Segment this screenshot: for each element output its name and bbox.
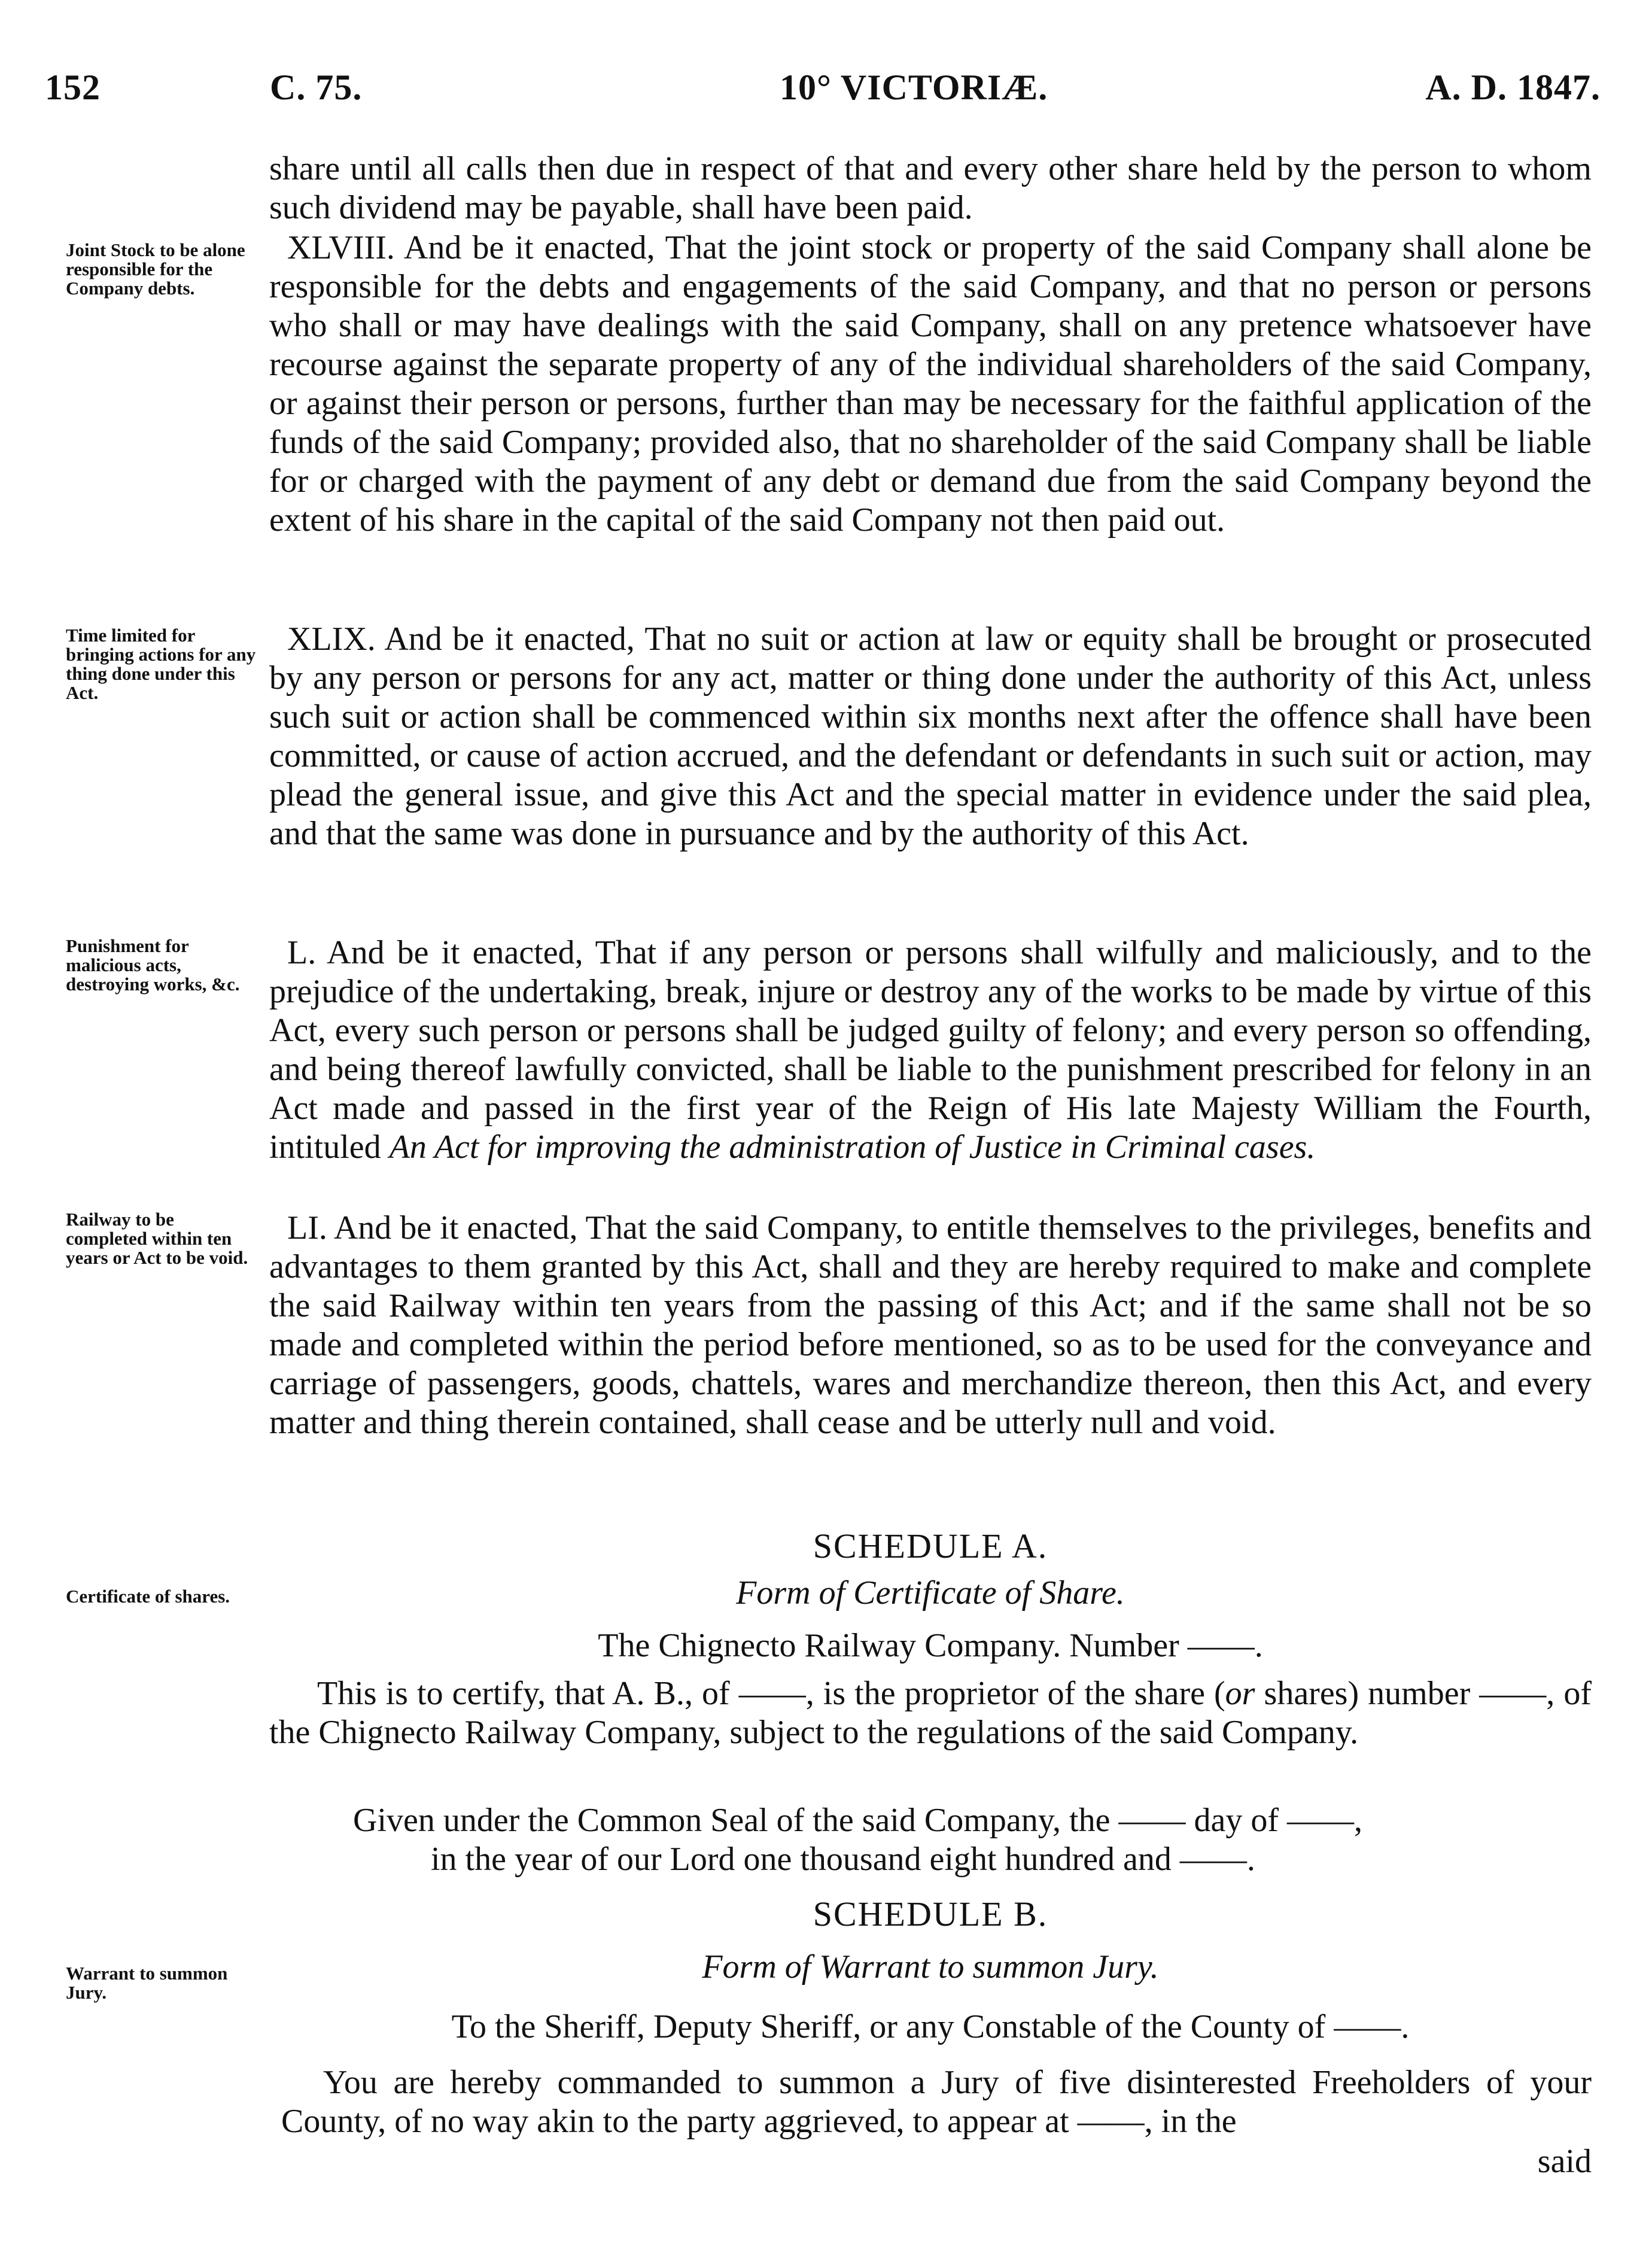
schedule-b-title: SCHEDULE B. <box>813 1895 1048 1933</box>
schedule-b-address: To the Sheriff, Deputy Sheriff, or any Constable of the County of ——. <box>451 2008 1410 2045</box>
chapter-number: C. 75. <box>270 68 363 107</box>
section-48 <box>269 229 1592 540</box>
section-number: XLIX. <box>287 621 376 658</box>
schedule-a-given-line-1: Given under the Common Seal of the said Company, the —— day of ——, <box>353 1802 1362 1839</box>
act-year: A. D. 1847. <box>1425 68 1601 107</box>
marginal-note-railway-completion: Railway to be completed within ten years or Act to be void. <box>66 1209 248 1268</box>
cited-act-title: An Act for improving the administration of Justice in Criminal cases. <box>389 1129 1316 1166</box>
section-text: And be it enacted, That the said Company, to entitle themselves to the privileges, benefits and advantages to them granted by this Act, shall and they are hereby required to make and complete the said Railway within ten years from the passing of this Act; and if the same shall not be so made and completed within the period before mentioned, so as to be used for the conveyance and carriage of passengers, goods, chattels, wares and merchandize thereon, then this Act, and every matter and thing therein contained, shall cease and be utterly null and void. <box>269 1209 1592 1441</box>
marginal-note-warrant: Warrant to summon Jury. <box>66 1963 228 2003</box>
section-50 <box>269 934 1592 1167</box>
schedule-a-subtitle: Form of Certificate of Share. <box>736 1574 1125 1611</box>
schedule-a-certify <box>269 1674 1592 1752</box>
marginal-note-joint-stock: Joint Stock to be alone responsible for the Company debts. <box>66 239 245 299</box>
section-text: And be it enacted, That the joint stock or property of the said Company shall alone be responsible for the debts and engagements of the said Company, and that no person or persons who shall or may have dealings with the said Company, shall on any pretence whatsoever have recourse against the separate property of any of the individual shareholders of the said Company, or against their person or persons, further than may be necessary for the faithful application of the funds of the said Company; provided also, that no shareholder of the said Company shall be liable for or charged with the payment of any debt or demand due from the said Company beyond the extent of his share in the capital of the said Company not then paid out. <box>269 229 1592 539</box>
marginal-note-certificate: Certificate of shares. <box>66 1586 230 1607</box>
section-number: LI. <box>287 1209 327 1246</box>
schedule-a-company-line: The Chignecto Railway Company. Number ——. <box>598 1627 1263 1664</box>
command-text: You are hereby commanded to summon a Jury of five disinterested Freeholders of your County, of no way akin to the party aggrieved, to appear at ——, in the <box>281 2064 1592 2140</box>
section-text: And be it enacted, That no suit or action at law or equity shall be brought or prosecuted by any person or persons for any act, matter or thing done under the authority of this Act, unless such suit or action shall be commenced within six months next after the offence shall have been committed, or cause of action accrued, and the defendant or defendants in such suit or action, may plead the general issue, and give this Act and the special matter in evidence under the said plea, and that the same was done in pursuance and by the authority of this Act. <box>269 621 1592 852</box>
section-49 <box>269 620 1592 853</box>
continuation-text <box>269 150 1592 227</box>
section-51 <box>269 1209 1592 1442</box>
act-title: 10° VICTORIÆ. <box>780 68 1048 107</box>
marginal-note-punishment: Punishment for malicious acts, destroying works, &c. <box>66 935 240 995</box>
running-header <box>45 67 1601 121</box>
certify-text-post: shares) number ——, of the Chignecto Railway Company, subject to the regulations of the said Company. <box>269 1675 1592 1751</box>
schedule-a-given-line-2: in the year of our Lord one thousand eight hundred and ——. <box>431 1841 1255 1878</box>
schedule-b-subtitle: Form of Warrant to summon Jury. <box>702 1948 1159 1985</box>
page-number: 152 <box>45 68 101 107</box>
certify-text-pre: This is to certify, that A. B., of ——, is the proprietor of the share ( <box>317 1675 1225 1712</box>
section-number: XLVIII. <box>287 229 395 266</box>
schedule-b-command <box>281 2063 1592 2141</box>
section-number: L. <box>287 934 317 971</box>
certify-text-or: or <box>1225 1675 1255 1712</box>
catchword: said <box>1537 2143 1592 2180</box>
marginal-note-time-limited: Time limited for bringing actions for any thing done under this Act. <box>66 625 256 703</box>
section-text: And be it enacted, That if any person or persons shall wilfully and maliciously, and to the prejudice of the undertaking, break, injure or destroy any of the works to be made by virtue of this Act, every such person or persons shall be judged guilty of felony; and every person so offending, and being thereof lawfully convicted, shall be liable to the punishment prescribed for felony in an Act made and passed in the first year of the Reign of His late Majesty William the Fourth, intituled <box>269 934 1592 1166</box>
continuation-paragraph: share until all calls then due in respect of that and every other share held by the person to whom such dividend may be payable, shall have been paid. <box>269 150 1592 226</box>
schedule-a-title: SCHEDULE A. <box>813 1527 1048 1565</box>
